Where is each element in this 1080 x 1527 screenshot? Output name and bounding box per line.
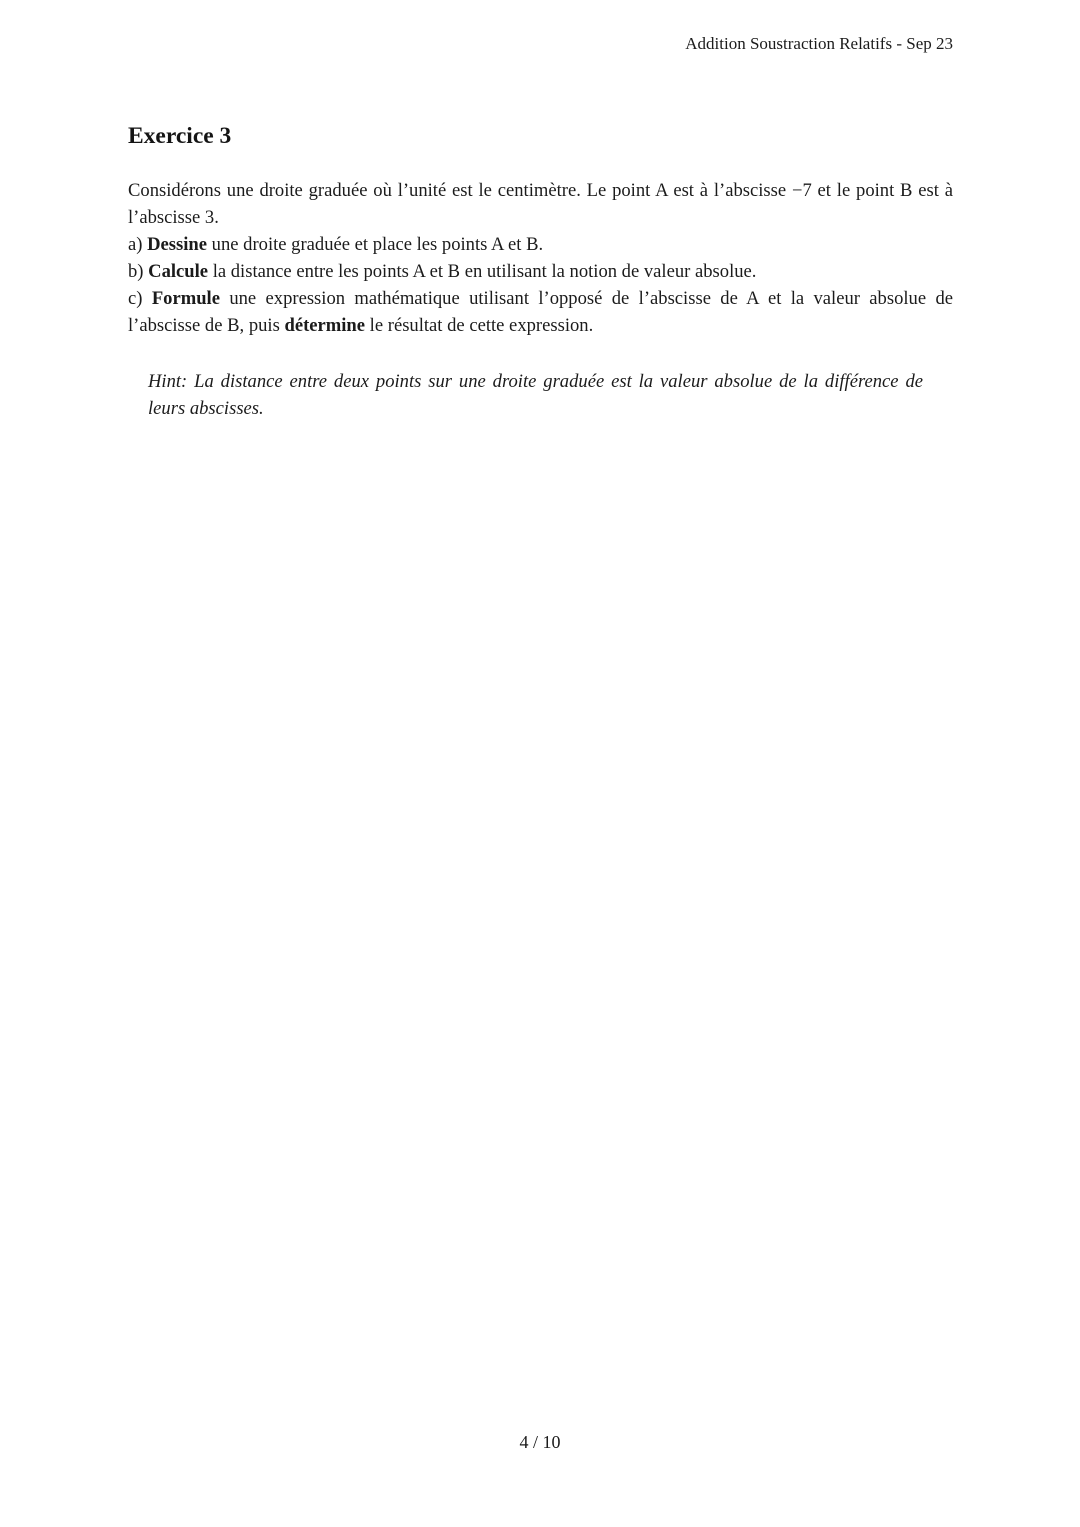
exercise-title: Exercice 3 (128, 123, 232, 149)
item-b-prefix: b) (128, 261, 149, 282)
exercise-intro: Considérons une droite graduée où l’unité est le centimètre. Le point A est à l’abscisse −7 et le point B est à l’abscisse 3. (128, 180, 953, 228)
exercise-body (128, 177, 953, 339)
exercise-item-c (128, 285, 953, 339)
item-c-text: une expression mathématique utilisant l’opposé de l’abscisse de A et la valeur absolue de l’abscisse de B, puis (128, 288, 954, 336)
exercise-hint: Hint: La distance entre deux points sur une droite graduée est la valeur absolue de la différence de leurs abscisses. (148, 371, 923, 419)
item-c-prefix: c) (128, 288, 152, 309)
item-c-text-2: le résultat de cette expression. (365, 315, 594, 336)
item-a-verb: Dessine (147, 234, 208, 255)
exercise-section (128, 124, 953, 422)
item-a-prefix: a) (128, 234, 148, 255)
item-c-verb-2: détermine (284, 315, 366, 336)
page-header-title: Addition Soustraction Relatifs - Sep 23 (685, 34, 953, 53)
item-b-verb: Calcule (148, 261, 209, 282)
page-number: 4 / 10 (519, 1432, 561, 1452)
item-c-verb: Formule (151, 288, 220, 309)
item-a-text: une droite graduée et place les points A et B. (207, 234, 544, 255)
exercise-item-b (128, 258, 953, 285)
item-b-text: la distance entre les points A et B en utilisant la notion de valeur absolue. (208, 261, 757, 282)
exercise-item-a (128, 231, 953, 258)
